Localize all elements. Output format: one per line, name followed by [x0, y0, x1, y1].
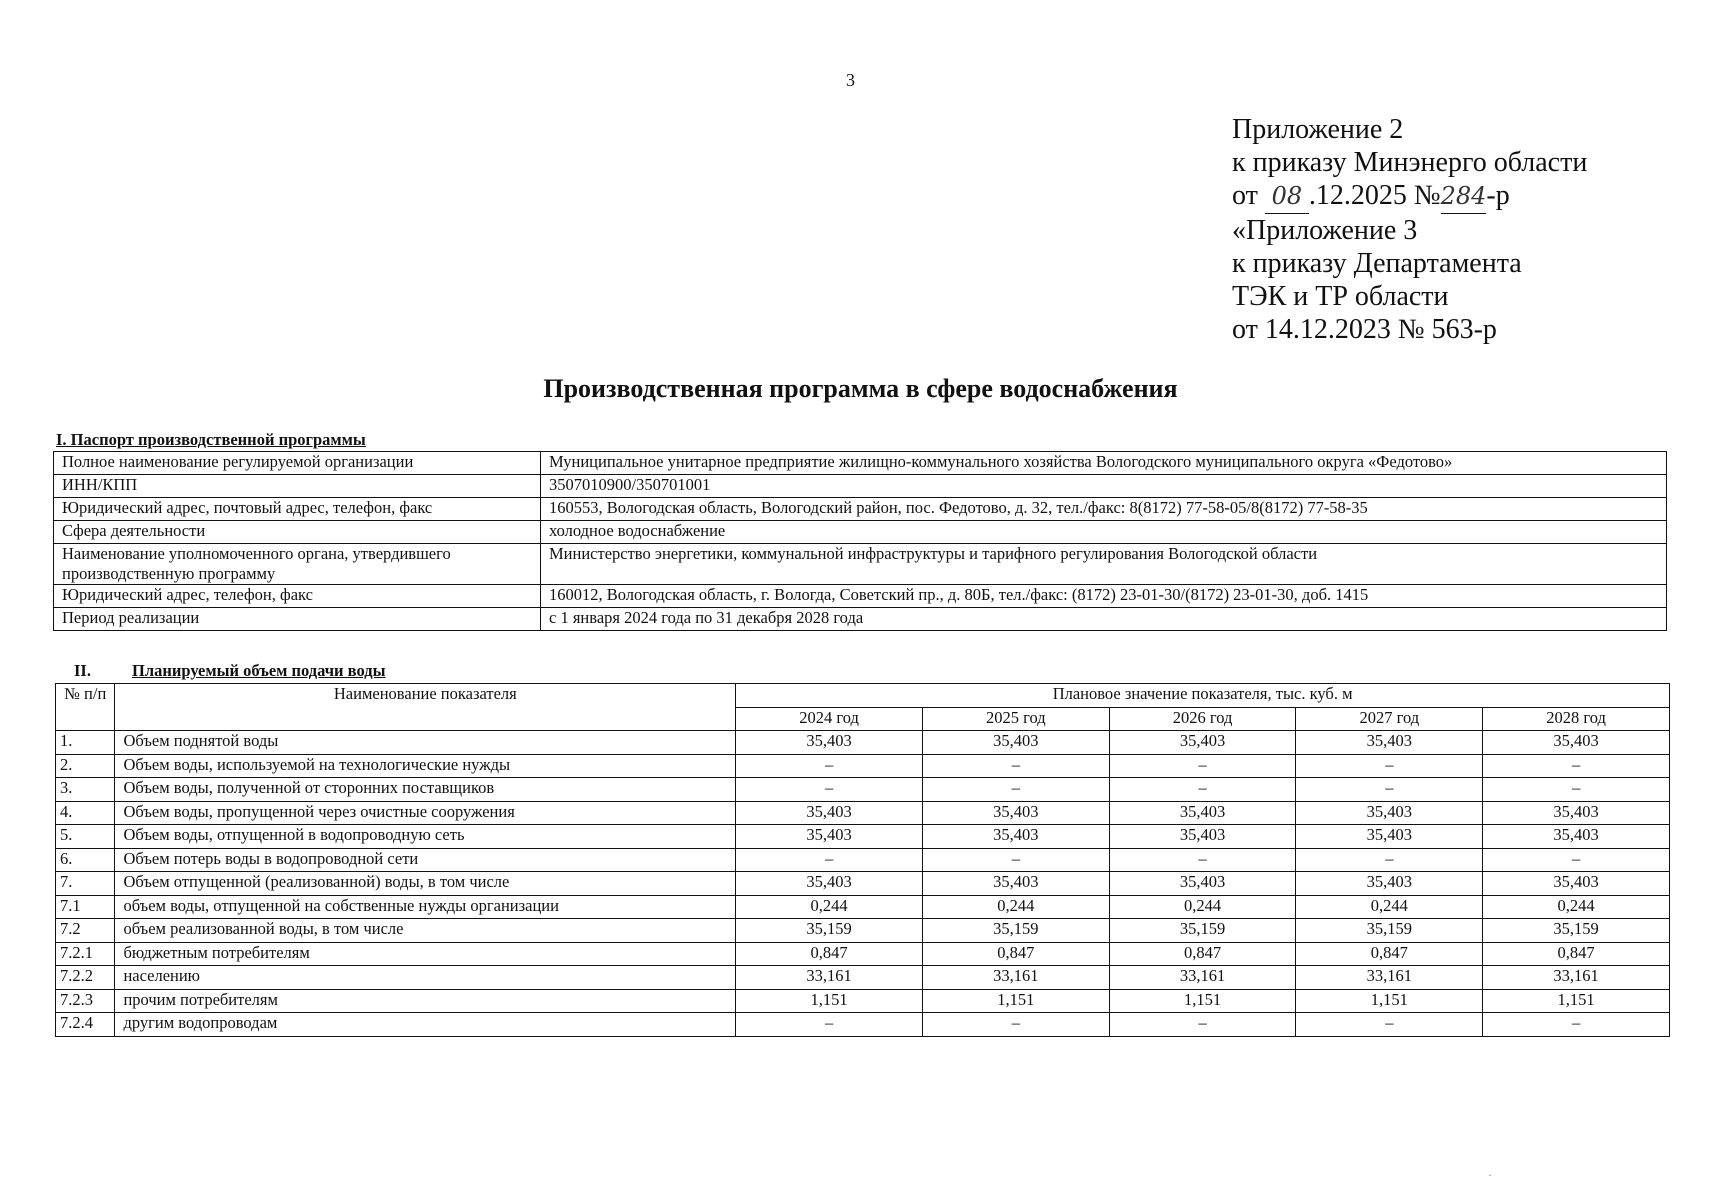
handwritten-order-number: 284 — [1441, 180, 1487, 214]
row-indicator-name: бюджетным потребителям — [115, 942, 736, 966]
passport-key: Юридический адрес, почтовый адрес, телефон, факс — [54, 498, 541, 521]
table-row — [56, 778, 1670, 802]
passport-value: 3507010900/350701001 — [541, 475, 1667, 498]
section2-heading — [74, 661, 386, 681]
row-indicator-name: Объем отпущенной (реализованной) воды, в том числе — [115, 872, 736, 896]
row-indicator-name: Объем воды, используемой на технологические нужды — [115, 754, 736, 778]
row-value: – — [1109, 754, 1296, 778]
passport-key: Наименование уполномоченного органа, утвердившего производственную программу — [54, 544, 541, 585]
row-indicator-name: Объем поднятой воды — [115, 731, 736, 755]
scan-dot: · — [1488, 1168, 1492, 1182]
appendix-line: ТЭК и ТР области — [1232, 281, 1449, 312]
row-value: 35,403 — [1483, 825, 1670, 849]
row-value: 33,161 — [1483, 966, 1670, 990]
row-value: – — [922, 1013, 1109, 1037]
row-value: – — [1296, 848, 1483, 872]
appendix-line: Приложение 2 — [1232, 114, 1404, 145]
row-value: 0,244 — [922, 895, 1109, 919]
row-value: 35,403 — [1296, 872, 1483, 896]
table-row — [56, 731, 1670, 755]
appendix-line: к приказу Минэнерго области — [1232, 147, 1588, 178]
row-value: 0,244 — [1296, 895, 1483, 919]
row-value: – — [1109, 1013, 1296, 1037]
appendix-header — [1232, 113, 1587, 346]
row-value: – — [736, 1013, 923, 1037]
appendix-line: «Приложение 3 — [1232, 215, 1418, 246]
row-value: 1,151 — [1109, 989, 1296, 1013]
column-header-year: 2027 год — [1296, 707, 1483, 731]
row-value: – — [1483, 1013, 1670, 1037]
column-header-year: 2028 год — [1483, 707, 1670, 731]
row-value: 1,151 — [922, 989, 1109, 1013]
document-title: Производственная программа в сфере водоснабжения — [543, 374, 1178, 403]
row-value: – — [1296, 778, 1483, 802]
row-indicator-name: другим водопроводам — [115, 1013, 736, 1037]
column-header-plan-group: Плановое значение показателя, тыс. куб. м — [736, 684, 1670, 708]
column-header-year: 2024 год — [736, 707, 923, 731]
row-indicator-name: Объем воды, пропущенной через очистные сооружения — [115, 801, 736, 825]
row-value: 35,403 — [1109, 731, 1296, 755]
row-value: 33,161 — [736, 966, 923, 990]
table-row — [56, 754, 1670, 778]
row-value: – — [1296, 1013, 1483, 1037]
table-row — [56, 966, 1670, 990]
page-number: 3 — [846, 70, 855, 90]
row-indicator-name: объем реализованной воды, в том числе — [115, 919, 736, 943]
row-value: – — [736, 848, 923, 872]
row-value: 35,159 — [1109, 919, 1296, 943]
row-value: 35,403 — [1296, 801, 1483, 825]
row-value: 33,161 — [1109, 966, 1296, 990]
passport-key: ИНН/КПП — [54, 475, 541, 498]
row-value: 35,403 — [1483, 731, 1670, 755]
section1-heading: I. Паспорт производственной программы — [56, 430, 366, 449]
row-value: 0,847 — [922, 942, 1109, 966]
row-value: 35,403 — [922, 825, 1109, 849]
row-number: 7.2.1 — [56, 942, 115, 966]
table-row — [56, 801, 1670, 825]
row-value: 33,161 — [922, 966, 1109, 990]
passport-row — [54, 544, 1667, 585]
row-value: 35,403 — [1483, 872, 1670, 896]
row-value: 35,403 — [736, 731, 923, 755]
row-value: 35,403 — [922, 872, 1109, 896]
row-number: 7.2 — [56, 919, 115, 943]
passport-key: Сфера деятельности — [54, 521, 541, 544]
passport-key: Юридический адрес, телефон, факс — [54, 585, 541, 608]
water-volume-table — [55, 683, 1670, 1037]
row-value: 35,159 — [1483, 919, 1670, 943]
row-value: 0,847 — [1483, 942, 1670, 966]
row-value: 35,159 — [736, 919, 923, 943]
row-value: 35,403 — [736, 801, 923, 825]
row-number: 4. — [56, 801, 115, 825]
row-value: 1,151 — [736, 989, 923, 1013]
row-value: 35,403 — [736, 872, 923, 896]
passport-row — [54, 608, 1667, 631]
appendix-order-prefix: от — [1232, 180, 1265, 211]
appendix-order-line — [1232, 179, 1587, 214]
row-indicator-name: Объем воды, полученной от сторонних поставщиков — [115, 778, 736, 802]
row-value: – — [1109, 778, 1296, 802]
row-value: 35,403 — [736, 825, 923, 849]
table-row — [56, 825, 1670, 849]
appendix-line: к приказу Департамента — [1232, 248, 1522, 279]
column-header-year: 2026 год — [1109, 707, 1296, 731]
table-row — [56, 989, 1670, 1013]
passport-value: Министерство энергетики, коммунальной инфраструктуры и тарифного регулирования Вологодской области — [541, 544, 1667, 585]
passport-value: холодное водоснабжение — [541, 521, 1667, 544]
row-value: 0,244 — [1483, 895, 1670, 919]
passport-value: 160553, Вологодская область, Вологодский район, пос. Федотово, д. 32, тел./факс: 8(8172) 77-58-05/8(8172) 77-58-35 — [541, 498, 1667, 521]
table-row — [56, 919, 1670, 943]
row-value: 35,403 — [1109, 872, 1296, 896]
table-row — [56, 942, 1670, 966]
row-value: – — [1109, 848, 1296, 872]
row-value: 35,403 — [1296, 825, 1483, 849]
passport-row — [54, 452, 1667, 475]
row-value: – — [1483, 848, 1670, 872]
row-value: – — [1296, 754, 1483, 778]
row-value: – — [922, 754, 1109, 778]
table-row — [56, 895, 1670, 919]
row-value: 0,847 — [1296, 942, 1483, 966]
row-indicator-name: прочим потребителям — [115, 989, 736, 1013]
row-value: 35,403 — [1109, 825, 1296, 849]
passport-value: с 1 января 2024 года по 31 декабря 2028 года — [541, 608, 1667, 631]
row-value: 35,403 — [922, 731, 1109, 755]
row-value: 35,403 — [922, 801, 1109, 825]
row-indicator-name: Объем воды, отпущенной в водопроводную сеть — [115, 825, 736, 849]
column-header-name: Наименование показателя — [115, 684, 736, 731]
section2-number: II. — [74, 661, 91, 680]
row-value: 1,151 — [1296, 989, 1483, 1013]
passport-key: Период реализации — [54, 608, 541, 631]
passport-table — [53, 451, 1667, 631]
row-value: 35,159 — [1296, 919, 1483, 943]
passport-row — [54, 498, 1667, 521]
row-value: – — [922, 848, 1109, 872]
row-value: – — [736, 778, 923, 802]
passport-row — [54, 521, 1667, 544]
passport-value: Муниципальное унитарное предприятие жилищно-коммунального хозяйства Вологодского муниципального округа «Федотово» — [541, 452, 1667, 475]
table-row — [56, 1013, 1670, 1037]
row-indicator-name: Объем потерь воды в водопроводной сети — [115, 848, 736, 872]
passport-value: 160012, Вологодская область, г. Вологда, Советский пр., д. 80Б, тел./факс: (8172) 23-01-30/(8172) 23-01-30, доб. 1415 — [541, 585, 1667, 608]
row-value: 35,403 — [1483, 801, 1670, 825]
table-row — [56, 872, 1670, 896]
passport-key: Полное наименование регулируемой организации — [54, 452, 541, 475]
row-number: 1. — [56, 731, 115, 755]
column-header-number: № п/п — [56, 684, 115, 731]
appendix-order-suffix: -р — [1486, 180, 1510, 211]
table-row — [56, 848, 1670, 872]
row-value: 0,847 — [736, 942, 923, 966]
row-indicator-name: населению — [115, 966, 736, 990]
row-value: 1,151 — [1483, 989, 1670, 1013]
row-value: 0,244 — [1109, 895, 1296, 919]
row-value: 0,847 — [1109, 942, 1296, 966]
header-row — [56, 684, 1670, 708]
handwritten-day: 08 — [1265, 180, 1309, 214]
row-number: 6. — [56, 848, 115, 872]
passport-row — [54, 585, 1667, 608]
row-value: 0,244 — [736, 895, 923, 919]
appendix-order-middle: .12.2025 № — [1308, 180, 1441, 211]
row-value: – — [922, 778, 1109, 802]
row-number: 7.2.2 — [56, 966, 115, 990]
row-value: 35,403 — [1296, 731, 1483, 755]
row-number: 2. — [56, 754, 115, 778]
passport-row — [54, 475, 1667, 498]
row-value: 35,159 — [922, 919, 1109, 943]
row-number: 7.2.3 — [56, 989, 115, 1013]
row-value: – — [1483, 778, 1670, 802]
section2-title: Планируемый объем подачи воды — [132, 661, 386, 680]
row-number: 7.1 — [56, 895, 115, 919]
row-number: 7. — [56, 872, 115, 896]
row-value: 35,403 — [1109, 801, 1296, 825]
appendix-line: от 14.12.2023 № 563-р — [1232, 314, 1497, 345]
row-number: 7.2.4 — [56, 1013, 115, 1037]
row-value: – — [1483, 754, 1670, 778]
row-number: 3. — [56, 778, 115, 802]
row-value: – — [736, 754, 923, 778]
column-header-year: 2025 год — [922, 707, 1109, 731]
row-indicator-name: объем воды, отпущенной на собственные нужды организации — [115, 895, 736, 919]
row-value: 33,161 — [1296, 966, 1483, 990]
row-number: 5. — [56, 825, 115, 849]
